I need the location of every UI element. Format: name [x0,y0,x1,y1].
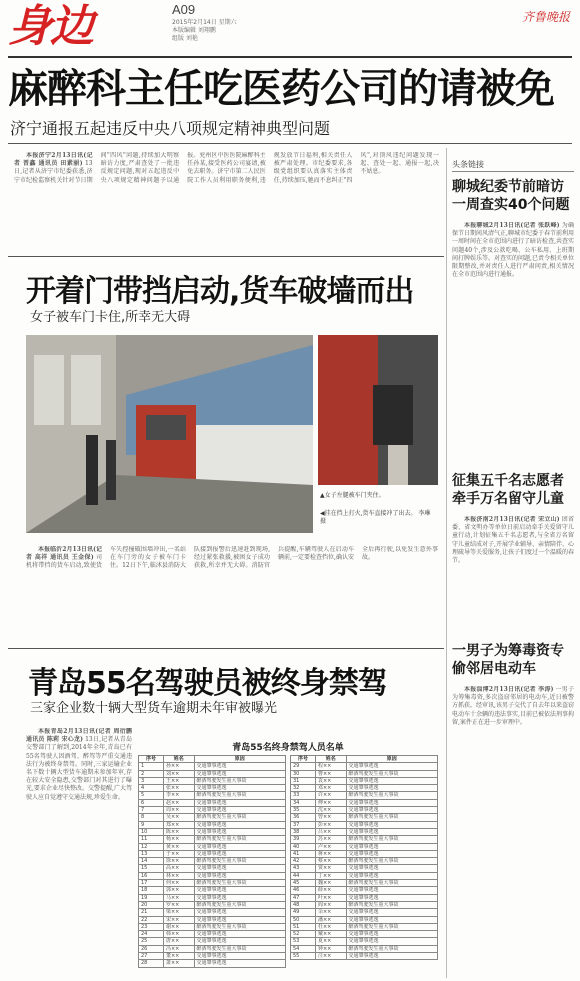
row-reason: 交通肇事逃逸 [194,916,285,923]
story2-side-caption: ▲女子左腿被车门夹住。 [320,492,385,499]
row-reason: 交通肇事逃逸 [346,953,437,960]
row-name: 郑×× [163,821,194,828]
row-reason: 醉酒驾驶发生重大事故 [194,814,285,821]
row-reason: 交通肇事逃逸 [346,763,437,770]
row-reason: 醉酒驾驶发生重大事故 [346,858,437,865]
table-row [291,770,438,777]
row-reason: 交通肇事逃逸 [346,872,437,879]
edition-meta [172,19,237,43]
row-name: 何×× [163,880,194,887]
row-reason: 交通肇事逃逸 [194,785,285,792]
row-reason: 交通肇事逃逸 [194,770,285,777]
table-row [291,858,438,865]
story2-main-caption: ◀挂在挡上打火,货车直接冲了出去。 李琳 摄 [320,510,431,525]
sidebar-story1-text [452,222,574,466]
row-name: 萧×× [163,960,194,967]
row-number: 1 [139,763,164,770]
row-number: 52 [291,931,316,938]
row-name: 许×× [315,792,346,799]
table-row [291,777,438,784]
lead-subheadline: 济宁通报五起违反中央八项规定精神典型问题 [10,119,331,138]
row-name: 于×× [163,850,194,857]
row-name: 梁×× [163,909,194,916]
row-number: 34 [291,799,316,806]
row-name: 彭×× [315,821,346,828]
row-reason: 交通肇事逃逸 [194,894,285,901]
table-row [139,938,286,945]
table-row [139,923,286,930]
row-name: 魏×× [315,880,346,887]
row-name: 黄×× [163,843,194,850]
row-name: 蒋×× [315,850,346,857]
row-number: 29 [291,763,316,770]
row-number: 36 [291,814,316,821]
row-name: 程×× [315,763,346,770]
table-row [291,821,438,828]
table-header-reason: 原因 [346,756,437,763]
row-number: 22 [139,916,164,923]
row-number: 27 [139,953,164,960]
table-header-name: 姓名 [163,756,194,763]
row-number: 21 [139,909,164,916]
row-name: 卢×× [315,843,346,850]
row-number: 49 [291,909,316,916]
sidebar-story1-body: 为确保节日期间风清气正,聊城市纪委于春节前利用一周时间在全市范围内进行了暗访检查,共查实问题40个,涉及公款吃喝、公车私用、上班期间打牌娱乐等。对查实的问题,已责令相关单位限期整改,并对责任人进行严肃问责,相关情况在全市范围内进行通报。 [452,222,574,279]
story2-subheadline: 女子被车门卡住,所幸无大碍 [30,310,191,325]
sidebar-story2-byline: 本报济南2月13日讯(记者 宋立山) [464,516,560,523]
row-reason: 交通肇事逃逸 [346,916,437,923]
row-number: 55 [291,953,316,960]
row-name: 夏×× [315,938,346,945]
row-number: 45 [291,880,316,887]
row-number: 5 [139,792,164,799]
row-name: 钟×× [315,945,346,952]
row-number: 6 [139,799,164,806]
table-row [291,850,438,857]
row-name: 潘×× [315,916,346,923]
row-name: 汪×× [315,953,346,960]
sidebar-story2-body: 团省委、省文明办等单位日前启动牵手关爱留守儿童行动,计划征集五千名志愿者,与全省万名留守儿童结成对子,开展学业辅导、亲情陪伴、心理疏导等关爱服务,让孩子们度过一个温暖的春节。 [452,516,574,565]
row-reason: 醉酒驾驶发生重大事故 [194,792,285,799]
row-name: 曹×× [315,770,346,777]
table-row [139,777,286,784]
row-number: 25 [139,938,164,945]
story3-headline: 青岛55名驾驶员被终身禁驾 [28,666,387,701]
row-name: 赵×× [163,799,194,806]
table-row [291,894,438,901]
lead-headline: 麻醉科主任吃医药公司的请被免 [8,66,554,112]
table-row [291,792,438,799]
row-reason: 交通肇事逃逸 [346,894,437,901]
ban-table-right [290,755,438,960]
table-row [291,814,438,821]
table-row [139,799,286,806]
row-number: 33 [291,792,316,799]
row-name: 唐×× [163,938,194,945]
table-row [291,931,438,938]
table-row [139,865,286,872]
table-row [291,901,438,908]
row-reason: 交通肇事逃逸 [194,953,285,960]
sidebar-story3-headline: 一男子为筹毒资专偷邻居电动车 [452,643,564,677]
row-reason: 交通肇事逃逸 [194,763,285,770]
sidebar-story3-byline: 本报淄博2月13日讯(记者 李涛) [464,686,554,693]
story2-headline: 开着门带挡启动,货车破墙而出 [26,274,414,309]
sidebar-story2-headline: 征集五千名志愿者牵手万名留守儿童 [452,473,564,507]
story3-rule [8,648,444,649]
row-number: 14 [139,858,164,865]
table-row [291,763,438,770]
table-row [139,945,286,952]
row-number: 46 [291,887,316,894]
row-number: 3 [139,777,164,784]
row-name: 杨×× [163,836,194,843]
row-number: 24 [139,931,164,938]
story3-body: 13日,记者从青岛交警部门了解到,2014年全年,青岛已有55名驾驶人因酒驾、醉驾等严重交通违法行为被终身禁驾。同时,三家运输企业名下数十辆大型货车逾期未参加年审,存在较大安全隐患,交警部门对其进行了曝光,要求企业尽快整改。交警提醒,广大驾驶人应自觉遵守交通法规,珍爱生命。 [26,736,132,801]
row-number: 9 [139,821,164,828]
row-number: 47 [291,894,316,901]
row-number: 40 [291,843,316,850]
ban-table-left [138,755,286,968]
row-name: 张×× [163,785,194,792]
table-row [291,887,438,894]
row-name: 郭×× [163,887,194,894]
row-name: 韩×× [163,931,194,938]
meta-editor: 本版编辑 刘翔鹏 [172,27,216,34]
story2-main-photo [26,335,313,533]
table-row [291,916,438,923]
row-reason: 交通肇事逃逸 [346,938,437,945]
row-name: 冯×× [163,945,194,952]
lead-byline: 本报济宁2月13日讯(记者 晋鑫 通讯员 田素丽) [14,152,93,168]
row-reason: 交通肇事逃逸 [194,807,285,814]
table-header-name: 姓名 [315,756,346,763]
row-number: 19 [139,894,164,901]
row-number: 28 [139,960,164,967]
row-name: 贾×× [315,865,346,872]
row-name: 薛×× [315,887,346,894]
story3-byline: 本报青岛2月13日讯(记者 周衍鹏 通讯员 陈莉 宋心龙) [26,728,132,744]
sidebar-story3-body: 一男子为筹集毒资,多次盗窃邻居的电动车,近日被警方抓获。经审讯,该男子交代了自去年以来盗窃电动车十余辆的违法事实,目前已被依法刑事拘留,案件正在进一步审理中。 [452,686,574,726]
story2-byline: 本报临沂2月13日讯(记者 高祥 通讯员 王金保) [26,546,102,562]
row-reason: 醉酒驾驶发生重大事故 [194,901,285,908]
row-name: 邓×× [315,785,346,792]
paper-name: 齐鲁晚报 [521,10,570,24]
table-row [139,814,286,821]
row-number: 12 [139,843,164,850]
row-number: 54 [291,945,316,952]
sidebar-tag-box [452,152,574,172]
trapped-woman-image [318,335,438,485]
row-reason: 醉酒驾驶发生重大事故 [346,901,437,908]
row-reason: 醉酒驾驶发生重大事故 [194,858,285,865]
table-row [139,953,286,960]
row-number: 10 [139,828,164,835]
row-number: 44 [291,872,316,879]
row-number: 53 [291,938,316,945]
table-row [139,909,286,916]
row-number: 30 [291,770,316,777]
table-row [139,850,286,857]
row-number: 13 [139,850,164,857]
row-number: 42 [291,858,316,865]
row-number: 38 [291,828,316,835]
row-reason: 醉酒驾驶发生重大事故 [194,945,285,952]
lead-body: 13日,记者从济宁市纪委获悉,济宁市纪检监察机关针对节日期间"四风"问题,持续加大明察暗访力度,严肃查处了一批违反规定问题,现对五起违反中央八项规定精神问题予以通报。兖州区中医医院麻醉科主任孙某,接受医药公司宴请,被免去职务。济宁市第二人民医院工作人员利用职务便利,违规发放节日福利,相关责任人被严肃处理。市纪委要求,各级党组织要认真落实主体责任,持续加压,驰而不息纠正"四风",对顶风违纪问题发现一起、查处一起、通报一起,决不姑息。 [14,152,439,184]
row-name: 吕×× [315,828,346,835]
row-number: 43 [291,865,316,872]
row-reason: 醉酒驾驶发生重大事故 [194,777,285,784]
row-reason: 交通肇事逃逸 [346,931,437,938]
table-row [291,836,438,843]
row-name: 杜×× [315,923,346,930]
row-reason: 醉酒驾驶发生重大事故 [194,836,285,843]
row-number: 41 [291,850,316,857]
row-reason: 醉酒驾驶发生重大事故 [194,923,285,930]
row-name: 马×× [163,894,194,901]
row-number: 20 [139,901,164,908]
row-reason: 醉酒驾驶发生重大事故 [194,880,285,887]
story3-subheadline: 三家企业数十辆大型货车逾期未年审被曝光 [30,701,278,716]
table-row [291,909,438,916]
row-reason: 醉酒驾驶发生重大事故 [346,836,437,843]
table-row [291,945,438,952]
row-reason: 交通肇事逃逸 [194,938,285,945]
row-reason: 交通肇事逃逸 [346,807,437,814]
row-reason: 交通肇事逃逸 [346,865,437,872]
row-name: 吴×× [163,814,194,821]
row-name: 罗×× [163,901,194,908]
row-reason: 交通肇事逃逸 [194,850,285,857]
row-reason: 交通肇事逃逸 [194,960,285,967]
row-name: 宋×× [163,916,194,923]
row-name: 高×× [163,865,194,872]
row-reason: 交通肇事逃逸 [194,821,285,828]
row-reason: 交通肇事逃逸 [194,931,285,938]
row-name: 傅×× [315,799,346,806]
table-row [291,923,438,930]
row-reason: 交通肇事逃逸 [346,785,437,792]
row-number: 35 [291,807,316,814]
row-reason: 醉酒驾驶发生重大事故 [346,880,437,887]
row-number: 18 [139,887,164,894]
row-name: 林×× [163,872,194,879]
table-row [139,763,286,770]
table-row [139,960,286,967]
table-row [139,894,286,901]
table-row [291,872,438,879]
row-name: 丁×× [315,872,346,879]
row-name: 周×× [163,807,194,814]
page-number: A09 [172,2,196,17]
row-reason: 醉酒驾驶发生重大事故 [346,814,437,821]
sidebar-story2-text [452,516,574,634]
crash-scene-image [26,335,313,533]
lead-rule [8,143,572,144]
row-reason: 醉酒驾驶发生重大事故 [346,792,437,799]
meta-layout: 组版 刘艳 [172,35,198,42]
row-name: 余×× [315,909,346,916]
row-reason: 交通肇事逃逸 [346,850,437,857]
table-row [139,880,286,887]
row-name: 戴×× [315,931,346,938]
row-reason: 交通肇事逃逸 [194,843,285,850]
lead-article [14,152,439,252]
story3-article [26,728,132,978]
table-row [291,828,438,835]
table-row [291,953,438,960]
table-row [291,799,438,806]
row-number: 8 [139,814,164,821]
table-row [291,938,438,945]
story2-side-photo [318,335,438,485]
sidebar-story3-text [452,686,574,976]
row-number: 7 [139,807,164,814]
table-row [139,770,286,777]
table-row [291,807,438,814]
row-number: 23 [139,923,164,930]
row-reason: 交通肇事逃逸 [194,887,285,894]
row-reason: 交通肇事逃逸 [346,799,437,806]
row-number: 15 [139,865,164,872]
row-reason: 醉酒驾驶发生重大事故 [346,945,437,952]
row-reason: 交通肇事逃逸 [194,828,285,835]
row-name: 李×× [163,792,194,799]
table-row [139,887,286,894]
masthead-rule [8,56,572,58]
row-reason: 交通肇事逃逸 [346,821,437,828]
row-reason: 醉酒驾驶发生重大事故 [346,923,437,930]
row-reason: 交通肇事逃逸 [194,865,285,872]
table-row [139,916,286,923]
sidebar-tag: 头条链接 [452,160,484,169]
table-header-no: 序号 [139,756,164,763]
table-row [139,931,286,938]
row-number: 50 [291,916,316,923]
ban-table-title: 青岛55名终身禁驾人员名单 [232,743,344,753]
row-number: 51 [291,923,316,930]
table-row [139,807,286,814]
story2-article [26,546,438,644]
row-number: 11 [139,836,164,843]
row-name: 曾×× [315,814,346,821]
row-number: 37 [291,821,316,828]
table-row [139,836,286,843]
table-row [291,865,438,872]
sidebar-story1-headline: 聊城纪委节前暗访一周查实40个问题 [452,179,570,213]
row-name: 蔡×× [315,858,346,865]
row-name: 徐×× [163,858,194,865]
row-name: 王×× [163,777,194,784]
row-name: 阎×× [315,901,346,908]
row-number: 4 [139,785,164,792]
row-reason: 交通肇事逃逸 [346,843,437,850]
table-row [291,843,438,850]
table-row [139,821,286,828]
row-number: 48 [291,901,316,908]
row-number: 31 [291,777,316,784]
row-number: 32 [291,785,316,792]
table-row [291,785,438,792]
table-row [291,880,438,887]
row-name: 叶×× [315,894,346,901]
row-reason: 交通肇事逃逸 [346,777,437,784]
row-number: 2 [139,770,164,777]
row-name: 谢×× [163,923,194,930]
table-header-reason: 原因 [194,756,285,763]
row-name: 沈×× [315,807,346,814]
row-reason: 交通肇事逃逸 [194,799,285,806]
table-row [139,872,286,879]
sidebar-divider [446,148,447,978]
meta-date: 2015年2月14日 星期六 [172,19,237,26]
row-reason: 交通肇事逃逸 [346,887,437,894]
row-reason: 醉酒驾驶发生重大事故 [346,770,437,777]
row-name: 董×× [163,953,194,960]
table-row [139,828,286,835]
row-name: 刘×× [163,770,194,777]
table-row [139,858,286,865]
table-row [139,785,286,792]
story2-rule [8,256,444,257]
row-reason: 交通肇事逃逸 [346,909,437,916]
row-name: 苏×× [315,836,346,843]
story2-body: 司机将带挡的货车启动,致使货车失控撞破围墙冲出,一名站在车门旁的女子被车门卡住。12日下午,临沭县消防大队接到报警后迅速赶到现场,经过紧张救援,被困女子成功获救,所幸并无大碍。消防官兵提醒,车辆驾驶人在启动车辆前,一定要检查挡位,确认安全后再行驶,以免发生意外事故。 [26,546,438,570]
table-row [139,843,286,850]
row-number: 17 [139,880,164,887]
row-name: 袁×× [315,777,346,784]
row-reason: 交通肇事逃逸 [194,909,285,916]
table-header-no: 序号 [291,756,316,763]
row-name: 孙×× [163,763,194,770]
row-reason: 交通肇事逃逸 [346,828,437,835]
row-number: 16 [139,872,164,879]
sidebar-story1-byline: 本报聊城2月13日讯(记者 张跃峰) [464,222,560,229]
table-row [139,792,286,799]
table-row [139,901,286,908]
section-logo: 身边 [8,1,92,52]
row-number: 26 [139,945,164,952]
row-reason: 交通肇事逃逸 [194,872,285,879]
row-name: 陈×× [163,828,194,835]
row-number: 39 [291,836,316,843]
